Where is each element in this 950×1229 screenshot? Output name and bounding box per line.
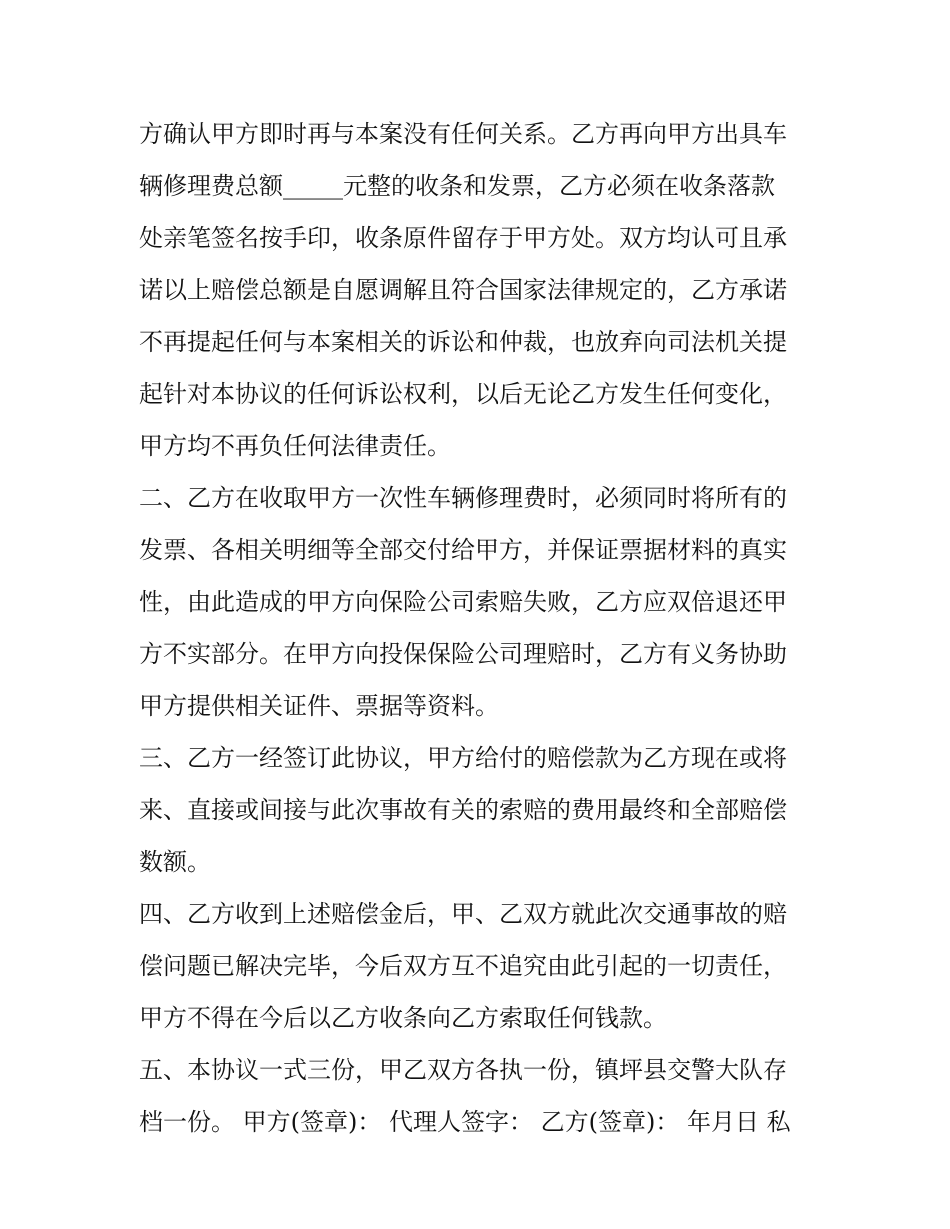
text-line: 性，由此造成的甲方向保险公司索赔失败，乙方应双倍退还甲 <box>139 588 787 616</box>
text-line: 发票、各相关明细等全部交付给甲方，并保证票据材料的真实 <box>139 536 787 564</box>
text-line: 数额。 <box>139 848 211 876</box>
clause-5-start: 五、本协议一式三份，甲乙双方各执一份，镇坪县交警大队存 <box>139 1056 787 1084</box>
text-line: 方确认甲方即时再与本案没有任何关系。乙方再向甲方出具车 <box>139 120 787 148</box>
text-line: 甲方不得在今后以乙方收条向乙方索取任何钱款。 <box>139 1004 667 1032</box>
signature-line: 档一份。 甲方(签章)： 代理人签字： 乙方(签章)： 年月日 私 <box>139 1108 791 1136</box>
text-line: 诺以上赔偿总额是自愿调解且符合国家法律规定的，乙方承诺 <box>139 276 787 304</box>
text-line: 不再提起任何与本案相关的诉讼和仲裁，也放弃向司法机关提 <box>139 328 787 356</box>
agreement-body <box>139 108 819 1148</box>
text-line: 辆修理费总额_____元整的收条和发票，乙方必须在收条落款 <box>139 172 775 200</box>
text-line: 甲方均不再负任何法律责任。 <box>139 432 451 460</box>
text-line: 偿问题已解决完毕，今后双方互不追究由此引起的一切责任， <box>139 952 787 980</box>
text-line: 甲方提供相关证件、票据等资料。 <box>139 692 499 720</box>
text-line: 来、直接或间接与此次事故有关的索赔的费用最终和全部赔偿 <box>139 796 787 824</box>
clause-3-start: 三、乙方一经签订此协议，甲方给付的赔偿款为乙方现在或将 <box>139 744 787 772</box>
clause-4-start: 四、乙方收到上述赔偿金后，甲、乙双方就此次交通事故的赔 <box>139 900 787 928</box>
text-line: 处亲笔签名按手印，收条原件留存于甲方处。双方均认可且承 <box>139 224 787 252</box>
text-line: 起针对本协议的任何诉讼权利，以后无论乙方发生任何变化， <box>139 380 787 408</box>
clause-2-start: 二、乙方在收取甲方一次性车辆修理费时，必须同时将所有的 <box>139 484 787 512</box>
text-line: 方不实部分。在甲方向投保保险公司理赔时，乙方有义务协助 <box>139 640 787 668</box>
